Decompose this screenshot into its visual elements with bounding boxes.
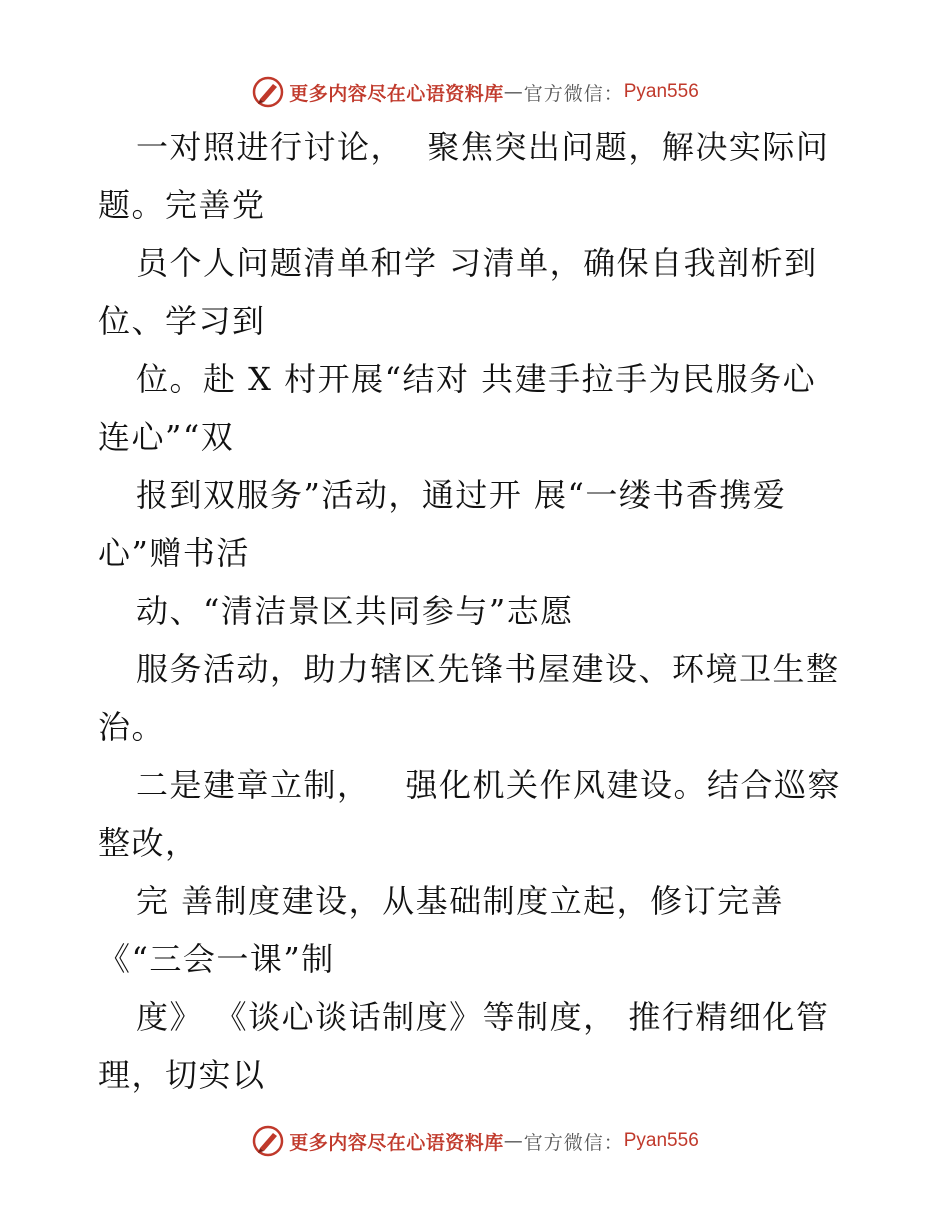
pen-logo-icon [251, 75, 285, 109]
watermark-brand: 更多内容尽在心语资料库 [289, 82, 504, 105]
text-line: 服务活动，助力辖区先锋书屋建设、环境卫生整 [136, 650, 840, 688]
text-line: 报到双服务”活动，通过开 展“一缕书香携爱 [136, 476, 787, 514]
watermark-separator: — [503, 81, 524, 103]
text-line: 整改， [98, 824, 199, 862]
text-line: 完 善制度建设，从基础制度立起，修订完善 [136, 882, 785, 920]
header-watermark [0, 72, 950, 112]
watermark-separator: — [503, 1130, 524, 1152]
text-line: 连心”“双 [98, 418, 235, 456]
watermark-wechat-id: Pyan556 [623, 1130, 699, 1151]
text-line: 一对照进行讨论， 聚焦突出问题，解决实际问 [136, 128, 830, 166]
text-line: 度》 《谈心谈话制度》等制度， 推行精细化管 [136, 998, 830, 1036]
watermark-brand: 更多内容尽在心语资料库 [289, 1131, 504, 1154]
text-line: 题。完善党 [98, 186, 266, 224]
text-line: 位、学习到 [98, 302, 266, 340]
text-line: 心”赠书活 [98, 534, 250, 572]
text-line: 二是建章立制， 强化机关作风建设。结合巡察 [136, 766, 842, 804]
footer-watermark [0, 1121, 950, 1161]
text-line: 员个人问题清单和学 习清单，确保自我剖析到 [136, 244, 818, 282]
text-line: 动、“清洁景区共同参与”志愿 [136, 592, 574, 630]
pen-logo-icon [251, 1124, 285, 1158]
watermark-official: 官方微信： [523, 82, 624, 105]
text-line: 治。 [98, 708, 166, 746]
watermark-wechat-id: Pyan556 [623, 81, 699, 102]
document-body [98, 118, 858, 1104]
watermark-official: 官方微信： [523, 1131, 624, 1154]
text-line: 《“三会一课”制 [98, 940, 335, 978]
text-line: 位。赴 X 村开展“结对 共建手拉手为民服务心 [136, 360, 817, 398]
text-line: 理，切实以 [98, 1056, 266, 1094]
